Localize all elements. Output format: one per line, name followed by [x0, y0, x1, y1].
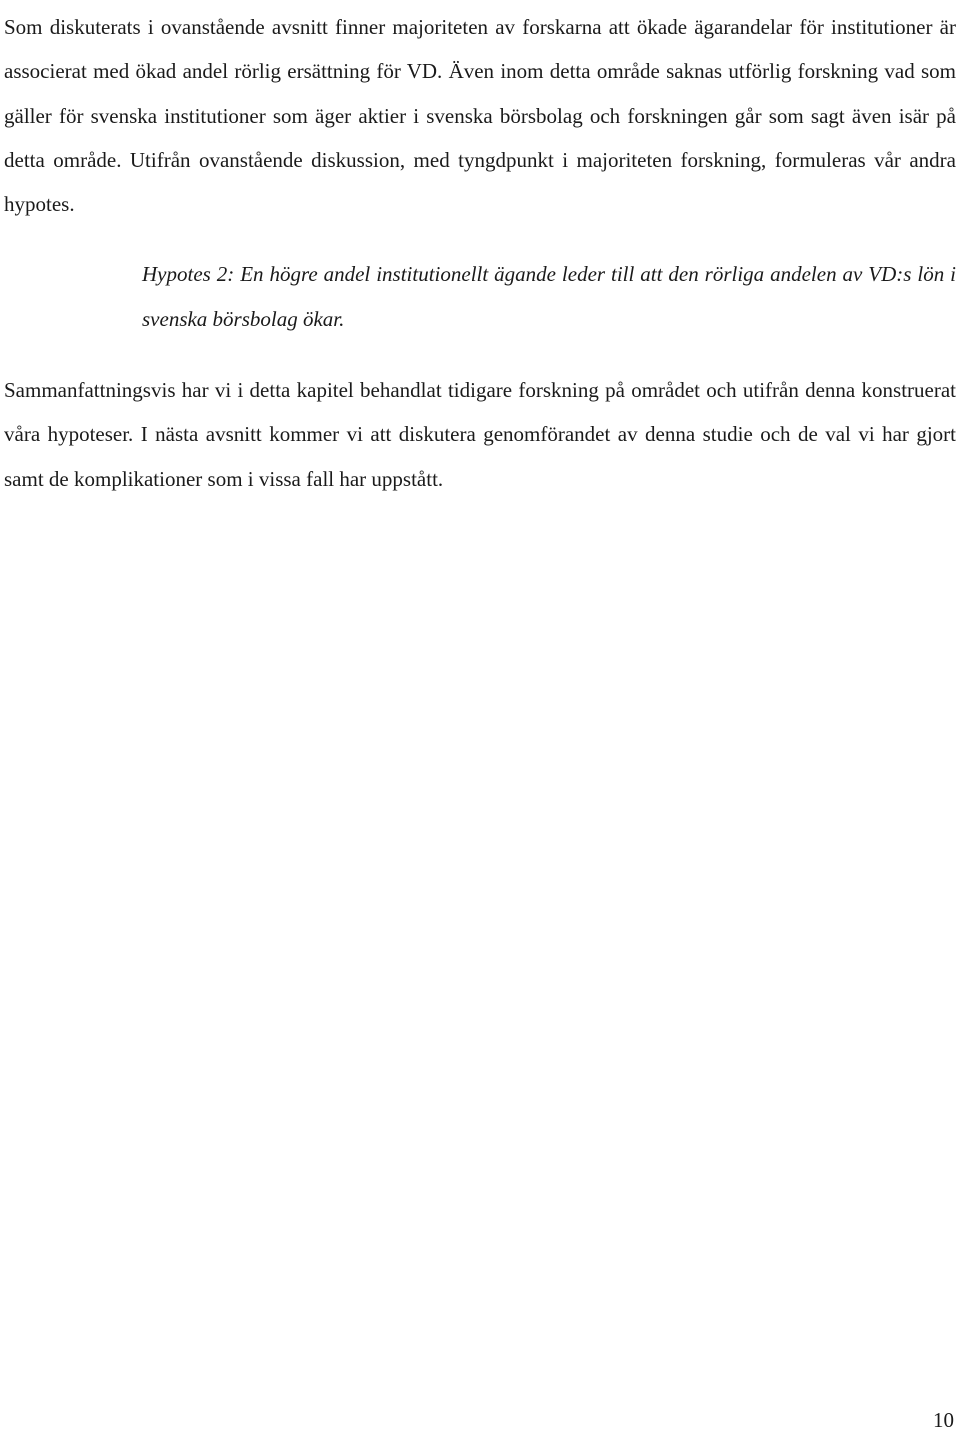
body-paragraph-intro: Som diskuterats i ovanstående avsnitt finner majoriteten av forskarna att ökade ägarandelar för institutioner är associerat med ökad andel rörlig ersättning för VD. Även inom detta område saknas utförlig forskning vad som gäller för svenska institutioner som äger aktier i svenska börsbolag och forskningen går som sagt även isär på detta område. Utifrån ovanstående diskussion, med tyngdpunkt i majoriteten forskning, formuleras vår andra hypotes.	[4, 15, 956, 217]
document-page	[4, 5, 956, 501]
hypothesis-statement: Hypotes 2: En högre andel institutionellt ägande leder till att den rörliga andelen av VD:s lön i svenska börsbolag ökar.	[142, 262, 956, 331]
page-number: 10	[933, 1408, 954, 1432]
body-paragraph-summary: Sammanfattningsvis har vi i detta kapitel behandlat tidigare forskning på området och utifrån denna konstruerat våra hypoteser. I nästa avsnitt kommer vi att diskutera genomförandet av denna studie och de val vi har gjort samt de komplikationer som i vissa fall har uppstått.	[4, 378, 956, 491]
